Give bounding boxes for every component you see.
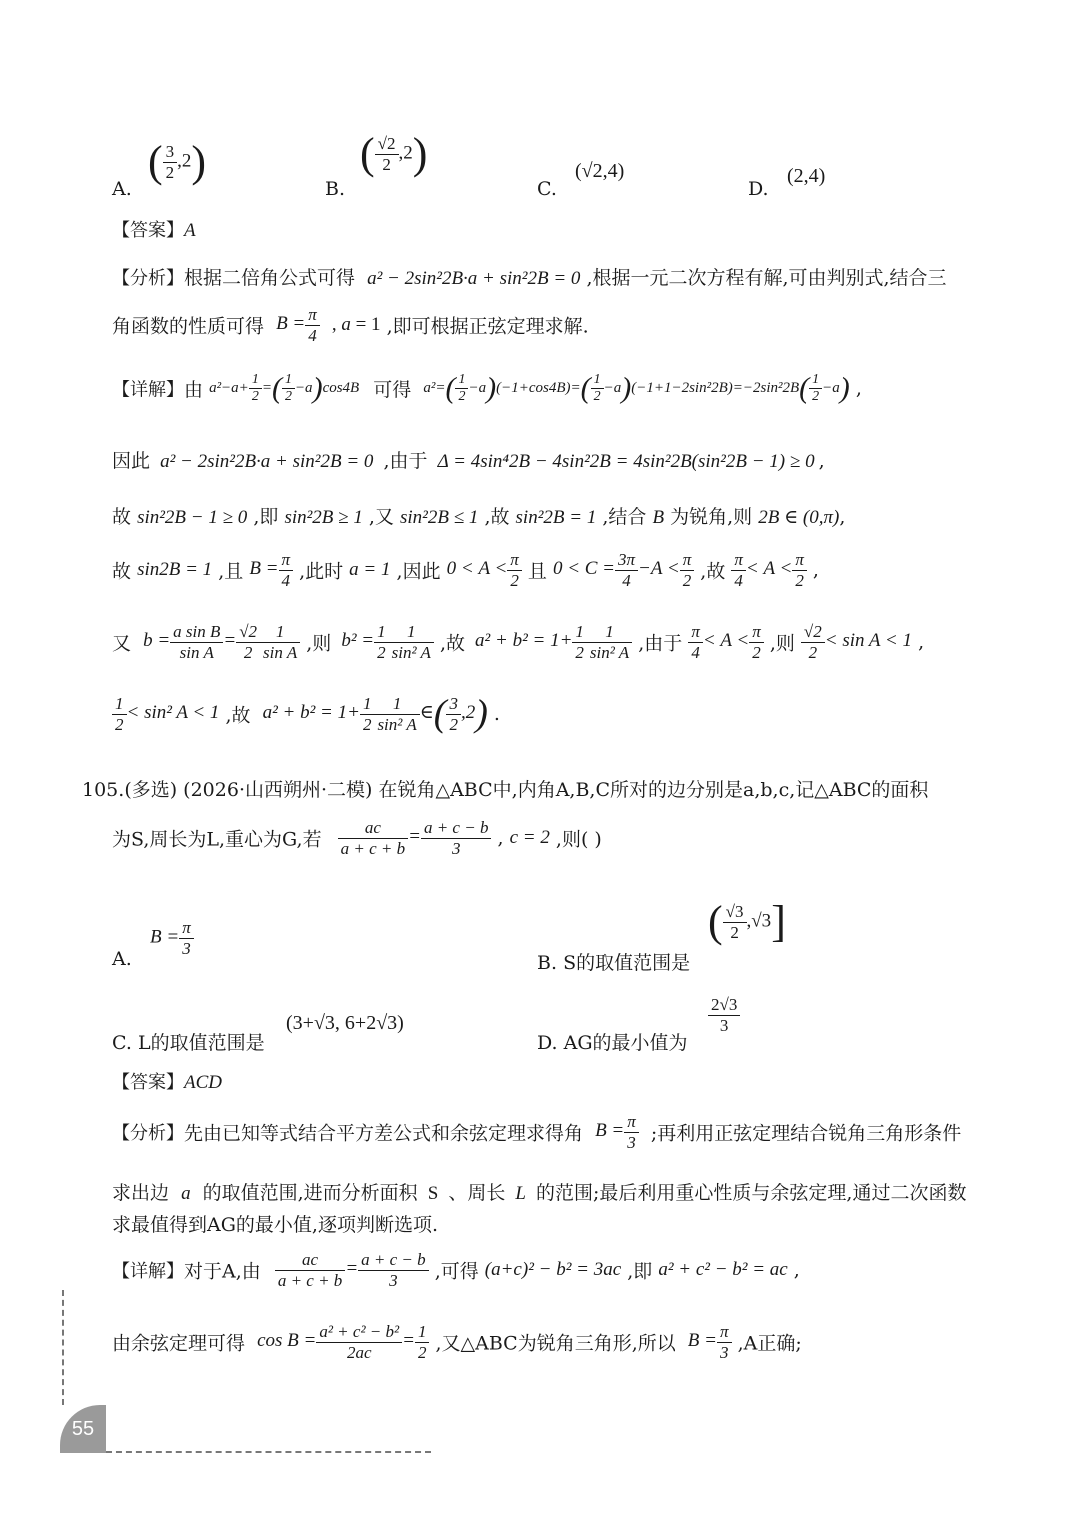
detail-text: 且 — [527, 560, 547, 583]
detail-tag: 【详解】 — [112, 1261, 184, 1283]
option-text: L的取值范围是 — [137, 1032, 265, 1054]
variable-a: a — [181, 1183, 191, 1204]
given-c: c = 2 — [509, 827, 550, 849]
q105-option-c-label — [112, 1028, 265, 1055]
q105-answer-line — [112, 1068, 222, 1094]
q104-option-b-value: ( $\frac{√2}{2}$ ,2) — [360, 129, 428, 178]
b-expression: b = $\frac{\text{a sin B}}{\text{sin A}}$ = $\frac{√2}{2}$ $\frac{1}{\text{sin A}}$ — [143, 630, 300, 651]
q105-stem-line-1 — [82, 775, 928, 802]
variable-s: S — [427, 1183, 439, 1204]
q104-option-b-label: B. — [325, 178, 346, 200]
range-a-3: $\frac{\pi}{4}$ < A < $\frac{\pi}{2}$ — [688, 630, 763, 651]
equation: a² + c² − b² = ac — [658, 1259, 788, 1281]
analysis-text: 的范围;最后利用重心性质与余弦定理,通过二次函数 — [536, 1182, 967, 1204]
b-equals-pi-over-3: B = $\frac{\pi}{3}$ — [688, 1330, 732, 1351]
option-label: B. — [537, 952, 558, 974]
detail-text: ,结合 — [602, 506, 647, 528]
analysis-text: ,即可根据正弦定理求解. — [386, 315, 589, 338]
detail-text: 为锐角,则 — [670, 506, 753, 528]
a-equals-1: , a = 1 — [331, 314, 381, 336]
q104-detail-line-4: 故 sin2B = 1 ,且 B = $\frac{\pi}{4}$ ,此时 a = 1 ,因此 0 < A < $\frac{\pi}{2}$ 且 0 < C = $\frac{3\pi}{4}$ −A < $\frac{\pi}{2}$ ,故 $\frac{\pi}{4}$ < A < $\frac{\pi}{2}$ , — [112, 550, 819, 590]
page-margin-dashed-vertical — [62, 1290, 64, 1405]
detail-text: ,即 — [627, 1260, 653, 1283]
detail-text: ,又△ABC为锐角三角形,所以 — [435, 1332, 676, 1355]
detail-text: ,故 — [700, 560, 726, 583]
answer-value: ACD — [184, 1072, 222, 1093]
detail-text: ,又 — [368, 506, 394, 528]
detail-text: ,因此 — [396, 560, 441, 583]
q105-option-d-label — [537, 1028, 688, 1055]
detail-text: ,则 — [769, 632, 795, 655]
analysis-text: 、周长 — [448, 1182, 506, 1204]
given-equation: $\frac{ac}{a + c + b}$ = $\frac{a + c - b}{3}$ — [338, 826, 492, 847]
q105-analysis-line-2 — [112, 1178, 966, 1205]
variable: B — [652, 507, 665, 528]
analysis-text: 角函数的性质可得 — [112, 315, 265, 338]
option-text: AG的最小值为 — [563, 1032, 688, 1054]
b-equals-pi-over-4: B = $\frac{\pi}{4}$ — [249, 558, 293, 579]
q104-option-c-label: C. — [537, 178, 557, 200]
q105-detail-line-1: 【详解】对于A,由 $\frac{ac}{a + c + b}$ = $\frac{a + c - b}{3}$ ,可得 (a+c)² − b² = 3ac ,即 a² + c² − b² = ac , — [112, 1250, 800, 1290]
detail-equation-1: a²−a+ $\frac{1}{2}$ =( $\frac{1}{2}$ −a)cos4B — [209, 371, 360, 405]
detail-text: 又 — [112, 632, 132, 655]
q105-analysis-line-1 — [112, 1112, 961, 1152]
range-c: 0 < C = $\frac{3\pi}{4}$ −A < $\frac{\pi}{2}$ — [553, 558, 694, 579]
analysis-text: 的取值范围,进而分析面积 — [202, 1182, 418, 1204]
detail-text: 可得 — [373, 379, 412, 402]
q104-detail-line-1: 【详解】由 a²−a+ $\frac{1}{2}$ =( $\frac{1}{2}$ −a)cos4B 可得 a²=( $\frac{1}{2}$ −a)(−1+cos4B)=( $\frac{1}{2}$ −a)(−1+1−2sin²2B)=−2sin²2B( $\frac{1}{2}$ −a) , — [112, 371, 862, 405]
detail-text: ,此时 — [299, 560, 344, 583]
q105-option-b-value: ( $\frac{√3}{2}$ ,√3] — [708, 897, 786, 946]
q105-option-b-label — [537, 948, 690, 975]
detail-text: 由余弦定理可得 — [112, 1332, 246, 1355]
q104-analysis-line-2 — [112, 305, 589, 345]
detail-text: ,故 — [225, 704, 251, 727]
detail-text: 对于A,由 — [184, 1260, 261, 1283]
detail-text: 故 — [112, 506, 132, 528]
equation: sin²2B − 1 ≥ 0 — [137, 507, 248, 528]
analysis-text: 根据二倍角公式可得 — [184, 267, 356, 289]
detail-text: ,且 — [218, 560, 244, 583]
q104-option-c-value: (√2,4) — [575, 160, 625, 182]
option-label: D. — [537, 1032, 558, 1054]
analysis-tag: 【分析】 — [112, 268, 184, 289]
detail-text: ,A正确; — [737, 1332, 802, 1355]
final-range: a² + b² = 1+ $\frac{1}{2}$ $\frac{1}{\text{sin² A}}$ ∈( $\frac{3}{2}$ ,2) — [262, 693, 488, 736]
detail-text: 由 — [184, 379, 204, 402]
question-stem: (多选) (2026·山西朔州·二模) 在锐角△ABC中,内角A,B,C所对的边分别是a,b,c,记△ABC的面积 — [124, 779, 929, 801]
sin-a-range: $\frac{√2}{2}$ < sin A < 1 — [801, 630, 912, 651]
equation: 2B ∈ (0,π) — [758, 507, 840, 528]
q105-option-d-value: $\frac{2√3}{3}$ — [708, 995, 740, 1035]
equation: sin²2B ≤ 1 — [399, 507, 479, 528]
detail-text: ,可得 — [434, 1260, 479, 1283]
variable-l: L — [515, 1183, 526, 1204]
given-equation: $\frac{ac}{a + c + b}$ = $\frac{a + c - b}{3}$ — [275, 1258, 429, 1279]
detail-text: ,则 — [306, 632, 332, 655]
q105-stem-line-2: 为S,周长为L,重心为G,若 $\frac{ac}{a + c + b}$ = $\frac{a + c - b}{3}$ , c = 2 ,则( ) — [112, 818, 602, 858]
page-margin-dashed-horizontal — [106, 1451, 431, 1453]
answer-tag: 【答案】 — [112, 1072, 184, 1093]
detail-text: ,由于 — [638, 632, 683, 655]
equation: sin2B = 1 — [137, 559, 213, 581]
equation: (a+c)² − b² = 3ac — [484, 1259, 622, 1281]
q104-option-d-value: (2,4) — [787, 165, 826, 187]
b-equals-pi-over-3: B = $\frac{\pi}{3}$ — [595, 1120, 639, 1141]
period: . — [493, 703, 500, 726]
analysis-equation: a² − 2sin²2B·a + sin²2B = 0 — [367, 268, 581, 289]
range-a-2: $\frac{\pi}{4}$ < A < $\frac{\pi}{2}$ — [731, 558, 806, 579]
q104-detail-line-3: 故 sin²2B − 1 ≥ 0 ,即 sin²2B ≥ 1 ,又 sin²2B ≤ 1 ,故 sin²2B = 1 ,结合 B 为锐角,则 2B ∈ (0,π), — [112, 506, 846, 528]
question-stem: 为S,周长为L,重心为G,若 — [112, 828, 322, 851]
q105-detail-line-2 — [112, 1322, 802, 1362]
q104-detail-line-6 — [112, 694, 500, 734]
q104-option-a-label: A. — [112, 178, 132, 200]
q104-answer-line — [112, 216, 196, 242]
q105-analysis-line-3: 求最值得到AG的最小值,逐项判断选项. — [112, 1214, 438, 1236]
b-squared-expression: b² = $\frac{1}{2}$ $\frac{1}{\text{sin² A}}$ — [341, 630, 434, 651]
q104-detail-line-5: 又 b = $\frac{\text{a sin B}}{\text{sin A}}$ = $\frac{√2}{2}$ $\frac{1}{\text{sin A}}$ ,则 b² = $\frac{1}{2}$ $\frac{1}{\text{sin² A}}$ ,故 a² + b² = 1+ $\frac{1}{2}$ $\frac{1}{\text{sin² A}}$ ,由于 $\frac{\pi}{4}$ < A < $\frac{\pi}{2}$ ,则 $\frac{√2}{2}$ < sin A < 1 , — [112, 622, 925, 662]
analysis-text: 求出边 — [112, 1182, 170, 1204]
q104-detail-line-2: 因此 a² − 2sin²2B·a + sin²2B = 0 ,由于 Δ = 4sin⁴2B − 4sin²2B = 4sin²2B(sin²2B − 1) ≥ 0 , — [112, 450, 825, 472]
analysis-text: 先由已知等式结合平方差公式和余弦定理求得角 — [184, 1122, 584, 1145]
q104-option-d-label: D. — [748, 178, 769, 200]
q104-option-a-value: ( $\frac{3}{2}$ ,2) — [148, 137, 207, 186]
equation: a = 1 — [349, 559, 391, 581]
analysis-tag: 【分析】 — [112, 1123, 184, 1145]
sin-squared-range: $\frac{1}{2}$ < sin² A < 1 — [112, 702, 219, 723]
q105-option-a-label: A. — [112, 948, 132, 970]
q105-option-a-value: B = $\frac{\pi}{3}$ — [150, 918, 194, 958]
detail-text: ,故 — [484, 506, 510, 528]
analysis-text: ;再利用正弦定理结合锐角三角形条件 — [650, 1122, 962, 1145]
detail-tag: 【详解】 — [112, 379, 184, 401]
equation: a² − 2sin²2B·a + sin²2B = 0 — [160, 451, 374, 472]
question-stem: ,则( ) — [555, 828, 602, 851]
option-text: S的取值范围是 — [563, 952, 691, 974]
page-number: 55 — [60, 1405, 106, 1453]
delta-equation: Δ = 4sin⁴2B − 4sin²2B = 4sin²2B(sin²2B − 1) ≥ 0 — [437, 451, 815, 472]
equation: sin²2B = 1 — [515, 507, 597, 528]
option-label: C. — [112, 1032, 132, 1054]
sum-squares-expression: a² + b² = 1+ $\frac{1}{2}$ $\frac{1}{\text{sin² A}}$ — [475, 630, 632, 651]
b-equals-pi-over-4: B = $\frac{\pi}{4}$ — [276, 313, 320, 334]
range-a: 0 < A < $\frac{\pi}{2}$ — [447, 558, 522, 579]
detail-equation-2: a²=( $\frac{1}{2}$ −a)(−1+cos4B)=( $\frac{1}{2}$ −a)(−1+1−2sin²2B)=−2sin²2B( $\frac{1}{2}$ −a) — [423, 371, 850, 405]
analysis-text: ,根据一元二次方程有解,可由判别式,结合三 — [586, 267, 947, 289]
detail-text: 故 — [112, 560, 132, 583]
detail-text: ,故 — [439, 632, 465, 655]
question-number: 105. — [82, 779, 125, 801]
answer-value: A — [184, 220, 196, 241]
detail-text: ,由于 — [383, 450, 428, 472]
detail-text: ,即 — [253, 506, 279, 528]
detail-text: 因此 — [112, 450, 151, 472]
equation: sin²2B ≥ 1 — [284, 507, 363, 528]
cos-b-equation: cos B = $\frac{\text{a² + c² − b²}}{2ac}$ = $\frac{1}{2}$ — [257, 1330, 429, 1351]
q105-option-c-value: (3+√3, 6+2√3) — [286, 1012, 404, 1034]
answer-tag: 【答案】 — [112, 220, 184, 241]
q104-analysis-line-1 — [112, 263, 947, 290]
